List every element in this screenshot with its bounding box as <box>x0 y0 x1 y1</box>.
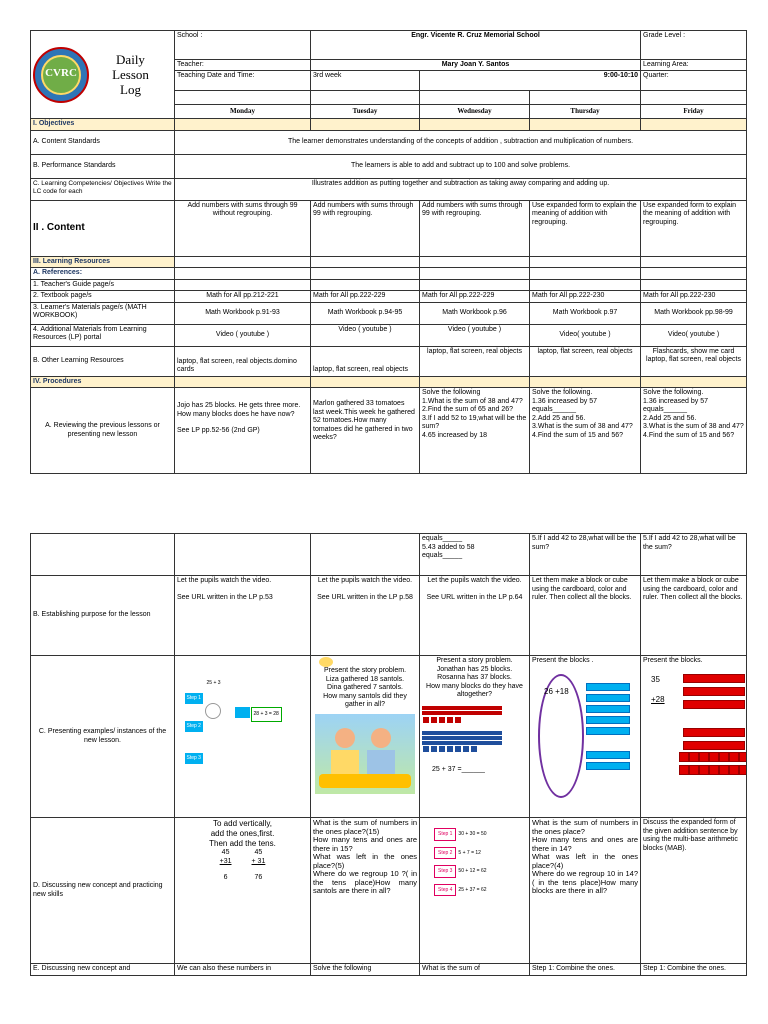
other-wed: laptop, flat screen, real objects <box>420 346 530 376</box>
date-week: 3rd week <box>311 71 420 91</box>
date-time: 9:00-10:10 <box>420 71 641 91</box>
school-logo: CVRC <box>33 47 89 103</box>
content-standards: The learner demonstrates understanding of the concepts of addition , subtraction and multiplication of numbers. <box>175 130 747 154</box>
content-wed: Add numbers with sums through 99 with regrouping. <box>420 200 530 256</box>
examples-wed <box>420 656 530 818</box>
other-thu: laptop, flat screen, real objects <box>530 346 641 376</box>
quarter-label: Quarter: <box>641 71 747 91</box>
santol-icon <box>319 657 333 667</box>
examples-label: C. Presenting examples/ instances of the new lesson. <box>31 656 175 818</box>
examples-tue-text: Present the story problem. Liza gathered 18 santols. Dina gathered 7 santols. How many santols did they gather in all? <box>323 667 407 708</box>
cont-thu: 5.If I add 42 to 28,what will be the sum? <box>530 534 641 576</box>
red-blocks-illustration <box>422 706 527 728</box>
competencies: Illustrates addition as putting together and subtraction as taking away comparing and adding up. <box>175 178 747 200</box>
review-tue: Marlon gathered 33 tomatoes last week.This week he gathered 52 tomatoes.How many tomatoes did he gathered in two weeks? <box>311 388 420 474</box>
other-fri: Flashcards, show me card laptop, flat screen, real objects <box>641 346 747 376</box>
review-thu: Solve the following. 1.36 increased by 57 equals______ 2.Add 25 and 56. 3.What is the sum of 38 and 47? 4.Find the sum of 15 and 56? <box>530 388 641 474</box>
textbook-fri: Math for All pp.222-230 <box>641 291 747 303</box>
discuss-fri: Discuss the expanded form of the given addition sentence by using the multi-base arithmetic blocks (MAB). <box>641 818 747 964</box>
cont-wed: equals_____ 5.43 added to 58 equals_____ <box>420 534 530 576</box>
purpose-wed: Let the pupils watch the video. See URL written in the LP p.64 <box>420 576 530 656</box>
textbook-thu: Math for All pp.222-230 <box>530 291 641 303</box>
references-label: A. References: <box>31 268 175 280</box>
discuss-tue: What is the sum of numbers in the ones place?(15) How many tens and ones are there in 15? What was left in the ones place?(5) Where do we regroup 10 ?( in the tens place)How many santols are there in all? <box>311 818 420 964</box>
add-wed: Video ( youtube ) <box>420 324 530 346</box>
discuss-mon <box>175 818 311 964</box>
day-friday: Friday <box>641 105 747 119</box>
discuss-mon-text: To add vertically, add the ones,first. Then add the tens. <box>209 819 276 848</box>
title-log: Log <box>120 82 141 97</box>
e-mon: We can also these numbers in <box>175 964 311 976</box>
examples-fri-a: 35 <box>651 674 660 684</box>
purpose-label: B. Establishing purpose for the lesson <box>31 576 175 656</box>
examples-wed-text: Present a story problem. Jonathan has 25 blocks. Rosanna has 37 blocks. How many blocks do they have altogether? <box>426 657 523 698</box>
day-wednesday: Wednesday <box>420 105 530 119</box>
content-thu: Use expanded form to explain the meaning of addition with regrouping. <box>530 200 641 256</box>
other-label: B. Other Learning Resources <box>31 346 175 376</box>
content-standards-label: A. Content Standards <box>31 130 175 154</box>
review-fri: Solve the following. 1.36 increased by 57 equals______ 2.Add 25 and 56. 3.What is the sum of 38 and 47? 4.Find the sum of 15 and 56? <box>641 388 747 474</box>
performance-standards: The learners is able to add and subtract up to 100 and solve problems. <box>175 154 747 178</box>
section-resources: III. Learning Resources <box>31 256 175 268</box>
dll-header-table <box>30 30 747 474</box>
discuss-label: D. Discussing new concept and practicing new skills <box>31 818 175 964</box>
day-thursday: Thursday <box>530 105 641 119</box>
fri-blocks-illustration <box>643 666 744 806</box>
e-wed: What is the sum of <box>420 964 530 976</box>
lm-thu: Math Workbook p.97 <box>530 302 641 324</box>
discuss-wed-steps: Step 1 30 + 30 = 50 Step 2 5 + 7 = 12 Step 3 50 + 12 = 62 Step 4 25 + 37 = 62 <box>422 819 527 899</box>
area-label: Learning Area: <box>641 59 747 71</box>
lm-fri: Math Workbook pp.98-99 <box>641 302 747 324</box>
content-mon: Add numbers with sums through 99 without regrouping. <box>175 200 311 256</box>
e-label: E. Discussing new concept and <box>31 964 175 976</box>
add-fri: Video( youtube ) <box>641 324 747 346</box>
kids-with-fruit-illustration <box>315 714 415 794</box>
page-two <box>30 533 746 976</box>
cont-mon <box>175 534 311 576</box>
e-tue: Solve the following <box>311 964 420 976</box>
blue-blocks-illustration <box>422 731 527 756</box>
examples-fri <box>641 656 747 818</box>
add-mon: Video ( youtube ) <box>175 324 311 346</box>
purpose-thu: Let them make a block or cube using the cardboard, color and ruler. Then collect all the blocks. <box>530 576 641 656</box>
review-label: A. Reviewing the previous lessons or presenting new lesson <box>31 388 175 474</box>
e-fri: Step 1: Combine the ones. <box>641 964 747 976</box>
lm-mon: Math Workbook p.91-93 <box>175 302 311 324</box>
lm-tue: Math Workbook p.94-95 <box>311 302 420 324</box>
cont-tue <box>311 534 420 576</box>
cont-fri: 5.If I add 42 to 28,what will be the sum? <box>641 534 747 576</box>
add-tue: Video ( youtube ) <box>311 324 420 346</box>
tg-label: 1. Teacher's Guide page/s <box>31 279 175 291</box>
school-value: Engr. Vicente R. Cruz Memorial School <box>311 31 641 60</box>
examples-thu-text: Present the blocks . <box>532 657 594 664</box>
lm-wed: Math Workbook p.96 <box>420 302 530 324</box>
competencies-label: C. Learning Competencies/ Objectives Write the LC code for each <box>31 178 175 200</box>
title-daily: Daily <box>116 52 145 67</box>
teacher-label: Teacher: <box>175 59 311 71</box>
review-wed: Solve the following 1.What is the sum of 38 and 47? 2.Find the sum of 65 and 26? 3.If I add 52 to 19,what will be the sum? 4.65 increased by 18 <box>420 388 530 474</box>
other-mon: laptop, flat screen, real objects.domino cards <box>175 346 311 376</box>
review-mon-text: Jojo has 25 blocks. He gets three more. How many blocks does he have now? <box>177 402 301 418</box>
thu-blocks-illustration <box>532 666 638 806</box>
examples-thu <box>530 656 641 818</box>
purpose-tue: Let the pupils watch the video. See URL written in the LP p.58 <box>311 576 420 656</box>
examples-wed-equation: 25 + 37 =______ <box>432 765 485 773</box>
school-label: School : <box>175 31 311 60</box>
content-label: II . Content <box>31 200 175 256</box>
other-tue: laptop, flat screen, real objects <box>311 346 420 376</box>
teacher-value: Mary Joan Y. Santos <box>311 59 641 71</box>
day-tuesday: Tuesday <box>311 105 420 119</box>
examples-thu-equation: 26 +18 <box>544 686 569 696</box>
purpose-mon: Let the pupils watch the video. See URL written in the LP p.53 <box>175 576 311 656</box>
grade-label: Grade Level : <box>641 31 747 60</box>
title-block <box>31 31 175 119</box>
purpose-fri: Let them make a block or cube using the cardboard, color and ruler. Then collect all the blocks. <box>641 576 747 656</box>
textbook-mon: Math for All pp.212-221 <box>175 291 311 303</box>
content-fri: Use expanded form to explain the meaning of addition with regrouping. <box>641 200 747 256</box>
vertical-addition: 45 45 +31 + 31 6 76 <box>219 849 266 881</box>
examples-fri-b: +28 <box>651 694 665 704</box>
lm-label: 3. Learner's Materials page/s (MATH WORKBOOK) <box>31 302 175 324</box>
performance-label: B. Performance Standards <box>31 154 175 178</box>
page-one <box>30 30 746 474</box>
section-procedures: IV. Procedures <box>31 376 175 388</box>
date-label: Teaching Date and Time: <box>175 71 311 91</box>
day-monday: Monday <box>175 105 311 119</box>
examples-mon <box>175 656 311 818</box>
discuss-thu: What is the sum of numbers in the ones place? How many tens and ones are there in 14? What was left in the ones place?(4) Where do we regroup 10 in 14?( in the tens place)How many blocks are there in all? <box>530 818 641 964</box>
review-mon-lp: See LP pp.52-56 (2nd GP) <box>177 427 260 434</box>
textbook-label: 2. Textbook page/s <box>31 291 175 303</box>
e-thu: Step 1: Combine the ones. <box>530 964 641 976</box>
step-box-1 <box>235 707 250 718</box>
content-tue: Add numbers with sums through 99 with regrouping. <box>311 200 420 256</box>
dll-procedures-table <box>30 533 747 976</box>
add-thu: Video( youtube ) <box>530 324 641 346</box>
section-objectives: I. Objectives <box>31 119 175 131</box>
textbook-tue: Math for All pp.222-229 <box>311 291 420 303</box>
cont-label <box>31 534 175 576</box>
discuss-wed <box>420 818 530 964</box>
title-lesson: Lesson <box>112 67 149 82</box>
examples-fri-text: Present the blocks. <box>643 657 703 664</box>
examples-tue <box>311 656 420 818</box>
additional-label: 4. Additional Materials from Learning Resources (LP) portal <box>31 324 175 346</box>
addition-steps-illustration: 25 + 3 Step 1 Step 2 Step 3 28 + 3 = 28 <box>183 675 303 795</box>
review-mon <box>175 388 311 474</box>
textbook-wed: Math for All pp.222-229 <box>420 291 530 303</box>
